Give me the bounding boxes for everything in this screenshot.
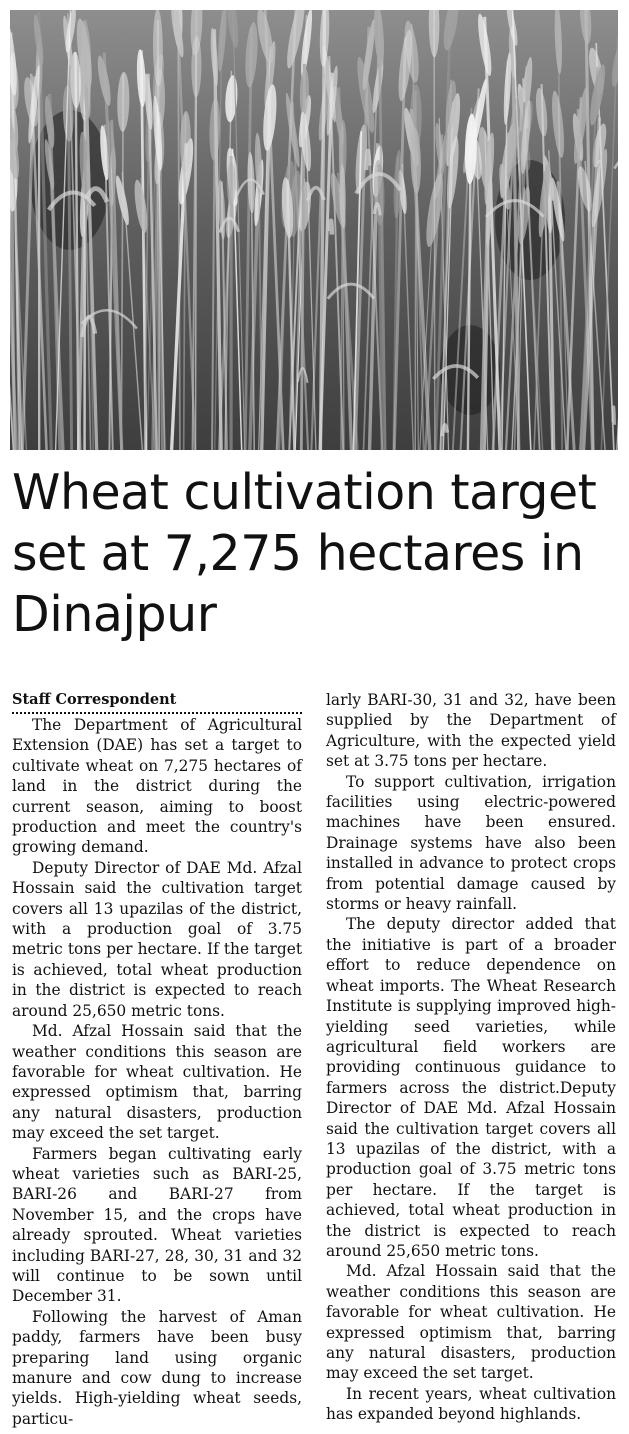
wheat-field-illustration — [10, 10, 618, 450]
paragraph: Md. Afzal Hossain said that the weather conditions this season are favorable for wheat cultivation. He expressed optimism that, barring any natural disasters, production may exceed the set target. — [326, 1262, 616, 1383]
article-column-left — [12, 690, 302, 1429]
article-column-right — [326, 690, 616, 1425]
paragraph: To support cultivation, irrigation facilities using electric-powered machines have been ensured. Drainage systems have also been installed in advance to protect crops from potential damage caused by storms or heavy rainfall. — [326, 772, 616, 914]
wheat-field-photo — [10, 10, 618, 450]
paragraph-continued: larly BARI-30, 31 and 32, have been supplied by the Department of Agriculture, with the expected yield set at 3.75 tons per hectare. — [326, 691, 616, 771]
paragraph: Following the harvest of Aman paddy, farmers have been busy preparing land using organic manure and cow dung to increase yields. High-yielding wheat seeds, particu- — [12, 1307, 302, 1428]
headline: Wheat cultivation target set at 7,275 hectares in Dinajpur — [12, 464, 597, 643]
byline: Staff Correspondent — [12, 690, 302, 714]
paragraph: Deputy Director of DAE Md. Afzal Hossain said the cultivation target covers all 13 upazilas of the district, with a production goal of 3.75 metric tons per hectare. If the target is achieved, total wheat production in the district is expected to reach around 25,650 metric tons. — [12, 858, 302, 1020]
paragraph: The Department of Agricultural Extension (DAE) has set a target to cultivate wheat on 7,275 hectares of land in the district during the current season, aiming to boost production and meet the country's growing demand. — [12, 716, 302, 857]
paragraph: Md. Afzal Hossain said that the weather conditions this season are favorable for wheat cultivation. He expressed optimism that, barring any natural disasters, production may exceed the set target. — [12, 1022, 302, 1143]
paragraph: The deputy director added that the initiative is part of a broader effort to reduce dependence on wheat imports. The Wheat Research Institute is supplying improved high-yielding seed varieties, while agricultural field workers are providing continuous guidance to farmers across the district.Deputy Director of DAE Md. Afzal Hossain said the cultivation target covers all 13 upazilas of the district, with a production goal of 3.75 metric tons per hectare. If the target is achieved, total wheat production in the district is expected to reach around 25,650 metric tons. — [326, 915, 616, 1260]
paragraph: In recent years, wheat cultivation has expanded beyond highlands. — [326, 1384, 616, 1424]
paragraph: Farmers began cultivating early wheat varieties such as BARI-25, BARI-26 and BARI-27 from November 15, and the crops have already sprouted. Wheat varieties including BARI-27, 28, 30, 31 and 32 will continue to be sown until December 31. — [12, 1144, 302, 1306]
